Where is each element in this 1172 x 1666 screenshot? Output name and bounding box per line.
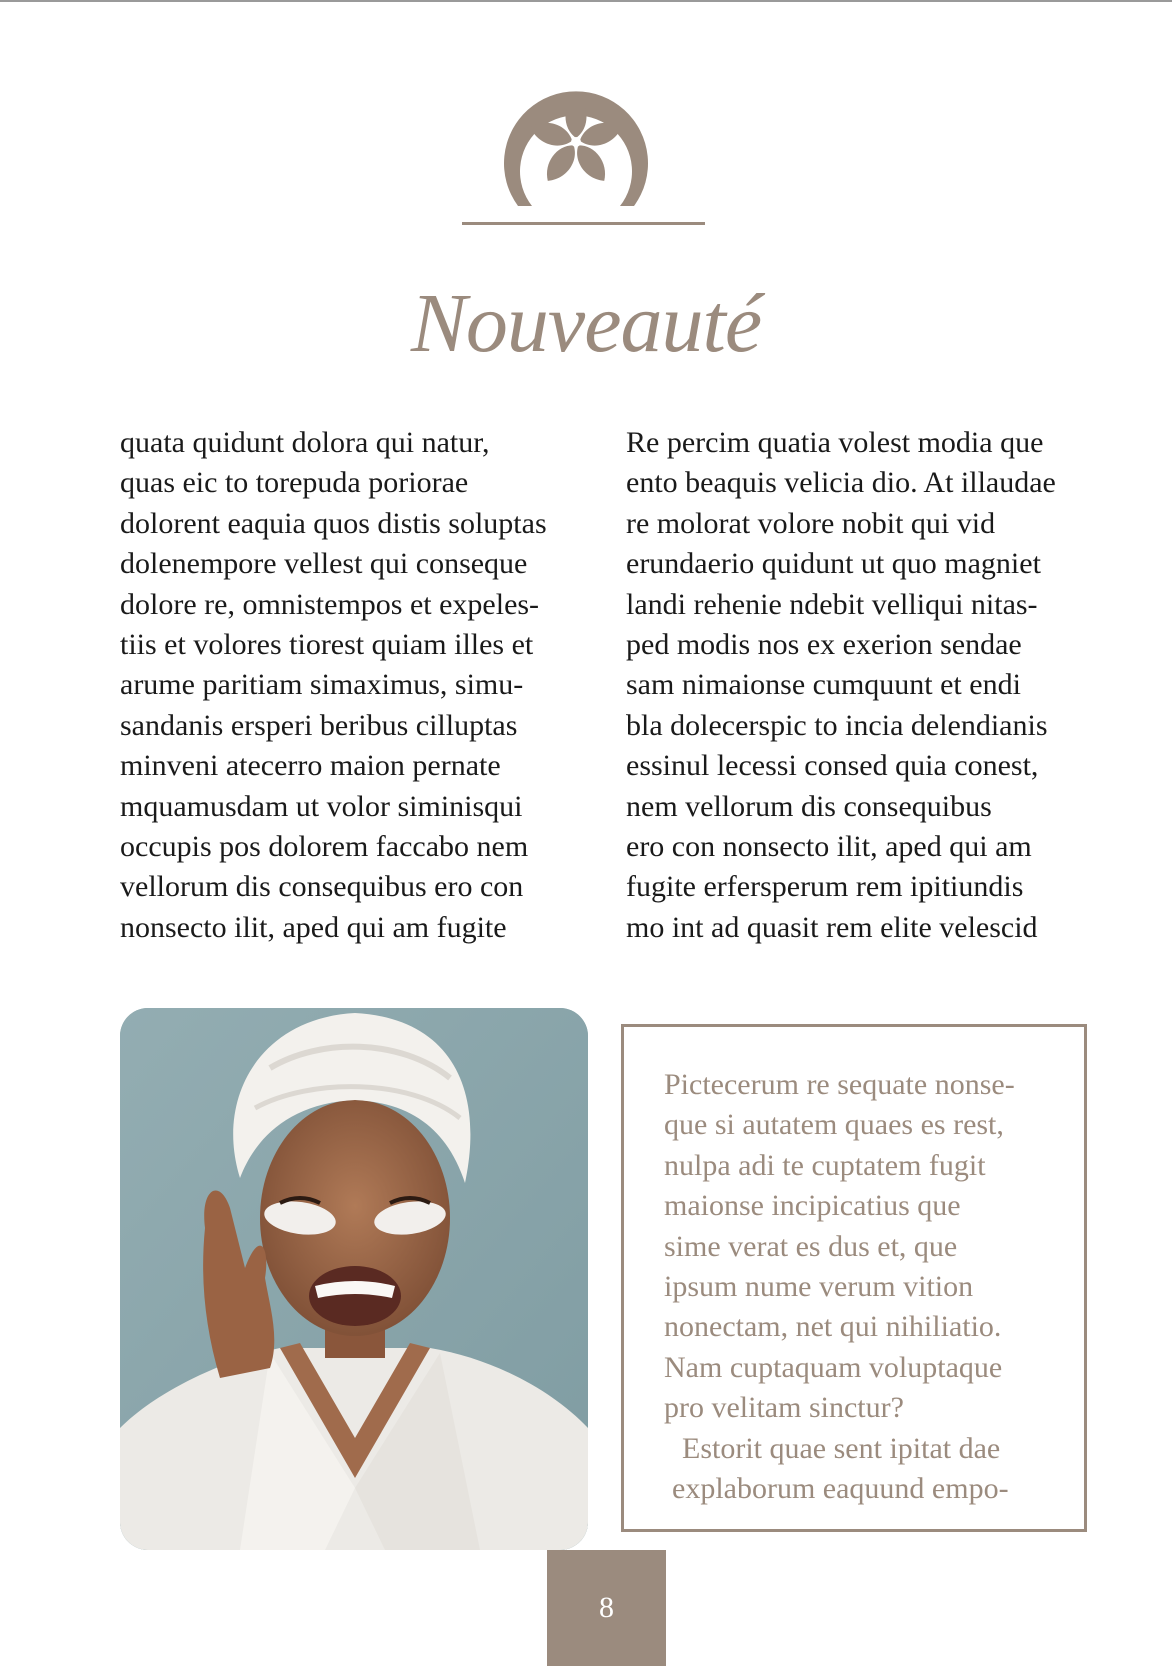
body-line: erundaerio quidunt ut quo magniet xyxy=(626,547,1041,581)
body-column-left xyxy=(120,423,600,948)
quote-line: Nam cuptaquam voluptaque xyxy=(664,1350,1003,1384)
body-line: re molorat volore nobit qui vid xyxy=(626,506,996,540)
body-line: vellorum dis consequibus ero con xyxy=(120,870,524,904)
body-line: fugite erfersperum rem ipitiundis xyxy=(626,870,1024,904)
body-line: quata quidunt dolora qui natur, xyxy=(120,426,490,459)
body-line: nem vellorum dis consequibus xyxy=(626,789,992,823)
page-title: Nouveauté xyxy=(410,277,762,370)
body-line: occupis pos dolorem faccabo nem xyxy=(120,830,529,864)
body-line: tiis et volores tiorest quiam illes et xyxy=(120,628,534,662)
body-line: mquamusdam ut volor siminisqui xyxy=(120,789,523,823)
body-line: dolorent eaquia quos distis soluptas xyxy=(120,506,547,540)
pull-quote-text xyxy=(664,1065,1084,1509)
quote-line: nulpa adi te cuptatem fugit xyxy=(664,1148,986,1182)
woman-eye-patches-photo xyxy=(120,1008,588,1550)
top-border xyxy=(0,0,1172,2)
body-line: sam nimaionse cumquunt et endi xyxy=(626,668,1021,702)
quote-line: maionse incipicatius que xyxy=(664,1189,961,1223)
quote-line: sime verat es dus et, que xyxy=(664,1229,958,1263)
body-line: dolenempore vellest qui conseque xyxy=(120,547,528,581)
body-line: minveni atecerro maion pernate xyxy=(120,749,501,783)
body-line: quas eic to torepuda poriorae xyxy=(120,466,469,500)
body-line: ero con nonsecto ilit, aped qui am xyxy=(626,830,1032,864)
body-line: nonsecto ilit, aped qui am fugite xyxy=(120,910,507,944)
body-line: ento beaquis velicia dio. At illaudae xyxy=(626,466,1056,500)
body-line: dolore re, omnistempos et expeles- xyxy=(120,587,540,621)
body-line: sandanis ersperi beribus cilluptas xyxy=(120,708,518,742)
pull-quote-box xyxy=(621,1024,1087,1532)
quote-line: nonectam, net qui nihiliatio. xyxy=(664,1310,1002,1344)
body-line: landi rehenie ndebit velliqui nitas- xyxy=(626,587,1038,621)
page-number: 8 xyxy=(547,1550,666,1666)
body-line: ped modis nos ex exerion sendae xyxy=(626,628,1022,662)
quote-line: ipsum nume verum vition xyxy=(664,1270,974,1304)
body-line: mo int ad quasit rem elite velescid xyxy=(626,910,1038,944)
body-line: bla dolecerspic to incia delendianis xyxy=(626,708,1048,742)
logo-underline xyxy=(462,222,705,225)
quote-line: que si autatem quaes es rest, xyxy=(664,1108,1004,1142)
quote-line: Estorit quae sent ipitat dae xyxy=(682,1431,1001,1465)
quote-line: Pictecerum re sequate nonse- xyxy=(664,1068,1015,1101)
body-column-right xyxy=(626,423,1106,948)
body-line: essinul lecessi consed quia conest, xyxy=(626,749,1039,783)
body-line: Re percim quatia volest modia que xyxy=(626,426,1044,459)
flower-logo-icon xyxy=(490,56,660,212)
quote-line: explaborum eaquund empo- xyxy=(672,1472,1009,1506)
body-line: arume paritiam simaximus, simu- xyxy=(120,668,524,702)
quote-line: pro velitam sinctur? xyxy=(664,1391,904,1425)
